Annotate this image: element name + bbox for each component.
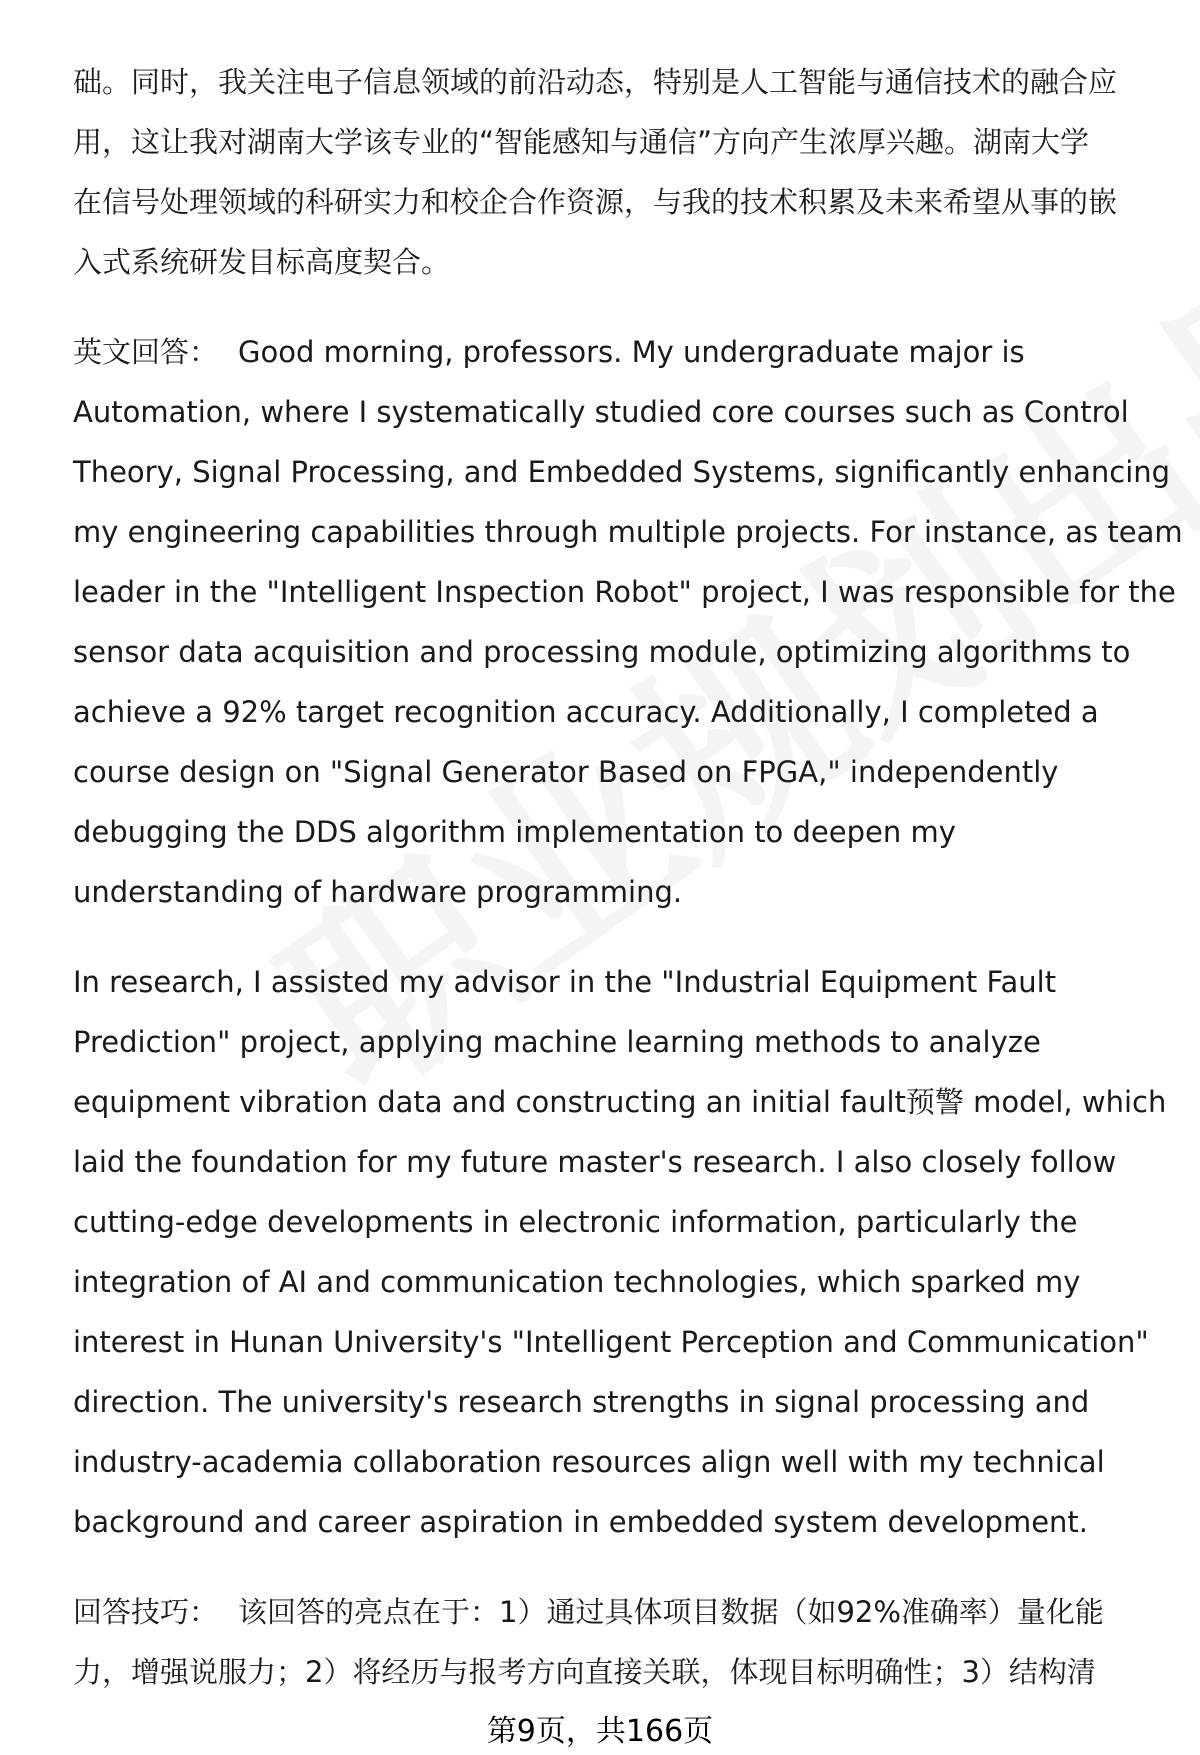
text-line: interest in Hunan University's "Intelligent Perception and Communication" bbox=[73, 1325, 1149, 1359]
text-line: Prediction" project, applying machine learning methods to analyze bbox=[73, 1025, 1041, 1059]
text-line: Theory, Signal Processing, and Embedded Systems, significantly enhancing bbox=[73, 455, 1171, 489]
paragraph-chinese-intro bbox=[73, 52, 1163, 292]
text-line: direction. The university's research strengths in signal processing and bbox=[73, 1385, 1090, 1419]
text-line: Automation, where I systematically studied core courses such as Control bbox=[73, 395, 1129, 429]
text-line: sensor data acquisition and processing module, optimizing algorithms to bbox=[73, 635, 1131, 669]
text-line: equipment vibration data and constructing an initial fault预警 model, which bbox=[73, 1085, 1167, 1119]
page-indicator: 第9页，共166页 bbox=[486, 1714, 714, 1749]
text-line: my engineering capabilities through multiple projects. For instance, as team bbox=[73, 515, 1183, 549]
text-line: integration of AI and communication technologies, which sparked my bbox=[73, 1265, 1081, 1299]
text-line: 力，增强说服力；2）将经历与报考方向直接关联，体现目标明确性；3）结构清 bbox=[73, 1655, 1096, 1689]
text-line: 在信号处理领域的科研实力和校企合作资源，与我的技术积累及未来希望从事的嵌 bbox=[73, 185, 1118, 219]
paragraph-answer-tips bbox=[73, 1582, 1163, 1702]
paragraph-research bbox=[73, 952, 1167, 1552]
text-line: cutting-edge developments in electronic information, particularly the bbox=[73, 1205, 1078, 1239]
text-line: course design on "Signal Generator Based on FPGA," independently bbox=[73, 755, 1059, 789]
text-line: 础。同时，我关注电子信息领域的前沿动态，特别是人工智能与通信技术的融合应 bbox=[73, 65, 1118, 99]
text-line: understanding of hardware programming. bbox=[73, 875, 683, 909]
english-answer-label: 英文回答： bbox=[73, 335, 219, 369]
text-line: 用，这让我对湖南大学该专业的“智能感知与通信”方向产生浓厚兴趣。湖南大学 bbox=[73, 125, 1090, 159]
text-line bbox=[73, 1582, 1163, 1642]
answer-tips-label: 回答技巧： bbox=[73, 1595, 219, 1629]
text-line: In research, I assisted my advisor in the "Industrial Equipment Fault bbox=[73, 965, 1057, 999]
text-line: debugging the DDS algorithm implementation to deepen my bbox=[73, 815, 956, 849]
text-line: 入式系统研发目标高度契合。 bbox=[73, 245, 451, 279]
text-line-content: 该回答的亮点在于：1）通过具体项目数据（如92%准确率）量化能 bbox=[238, 1595, 1104, 1629]
text-line: industry-academia collaboration resources align well with my technical bbox=[73, 1445, 1105, 1479]
text-line bbox=[73, 322, 1163, 382]
text-line: background and career aspiration in embedded system development. bbox=[73, 1505, 1089, 1539]
text-line: leader in the "Intelligent Inspection Robot" project, I was responsible for the bbox=[73, 575, 1176, 609]
paragraph-english-answer bbox=[73, 322, 1183, 922]
text-line: laid the foundation for my future master's research. I also closely follow bbox=[73, 1145, 1117, 1179]
text-line: achieve a 92% target recognition accuracy. Additionally, I completed a bbox=[73, 695, 1099, 729]
document-body bbox=[73, 52, 1183, 1702]
text-line-content: Good morning, professors. My undergraduate major is bbox=[238, 335, 1025, 369]
